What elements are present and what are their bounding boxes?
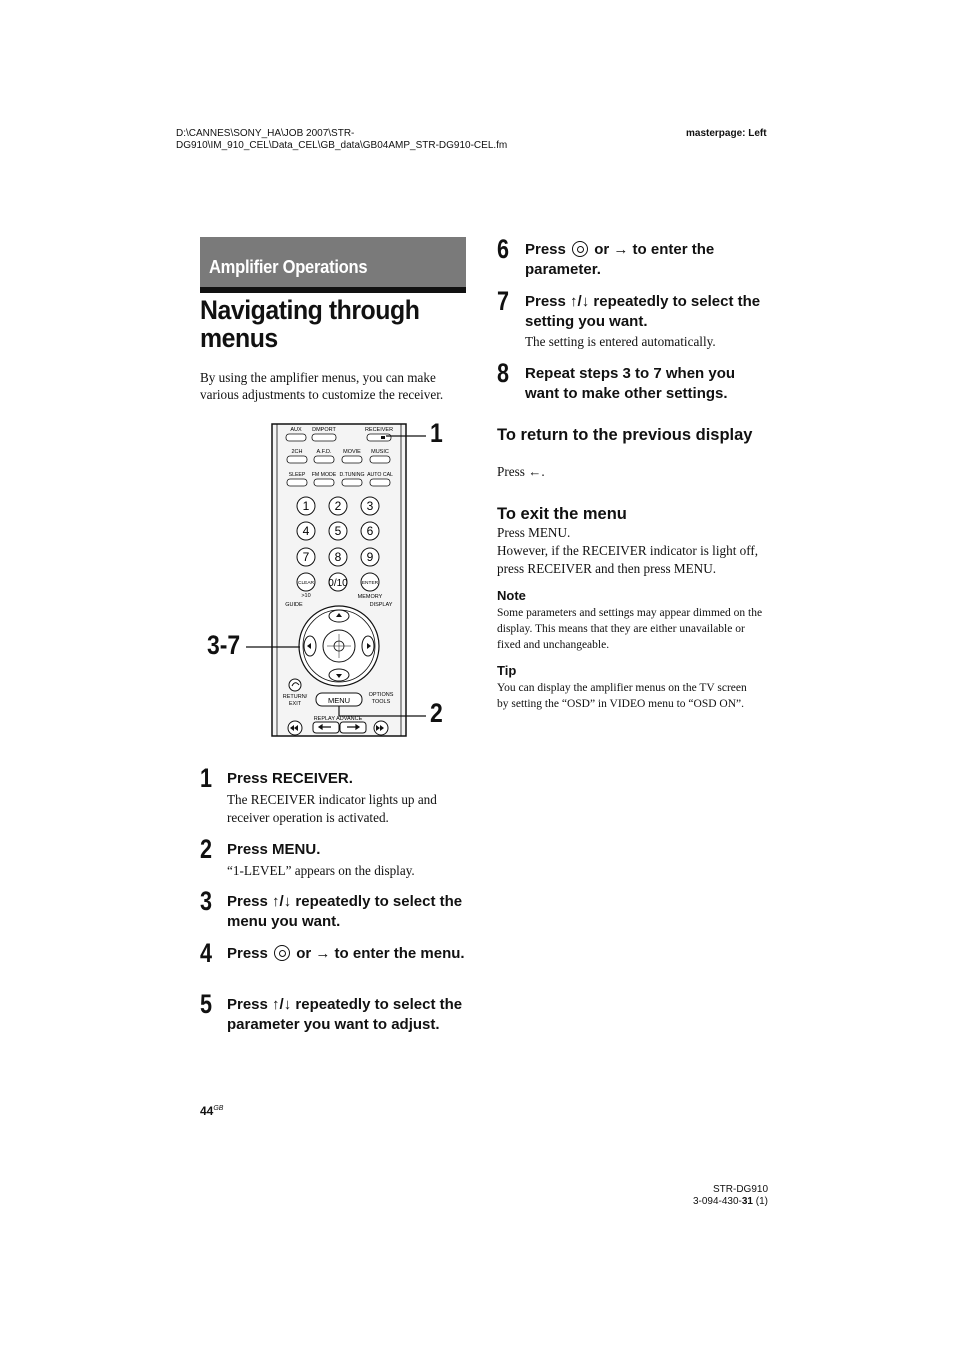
step-2-text: “1-LEVEL” appears on the display. (227, 863, 415, 878)
2ch-button[interactable] (287, 456, 307, 463)
clear-label: CLEAR (298, 581, 314, 586)
exit-heading: To exit the menu (497, 505, 627, 523)
step-3-title-b: repeatedly to select the menu you want. (227, 893, 463, 930)
return-text (497, 463, 767, 481)
btn-label-dmport: DMPORT (312, 427, 336, 433)
step-6-title (525, 240, 765, 279)
callout-3-7: 3-7 (207, 630, 241, 660)
step-7-number: 7 (497, 286, 510, 316)
exit-line1: Press MENU. (497, 525, 571, 540)
back-arrow-icon: ← (528, 464, 542, 479)
step-5-title-b: repeatedly to select the parameter you want to adjust. (227, 996, 463, 1033)
callout-1: 1 (430, 418, 443, 448)
replay-advance-label: REPLAY ADVANCE (313, 716, 363, 722)
btn-label-music: MUSIC (371, 449, 389, 455)
receiver-button[interactable] (367, 434, 391, 441)
step-8-number: 8 (497, 358, 510, 388)
part-code-a: 3-094-430- (692, 1196, 742, 1207)
afd-button[interactable] (314, 456, 334, 463)
auto-cal-button[interactable] (370, 479, 390, 486)
jog-select-icon (274, 945, 290, 961)
btn-label-fm-mode: FM MODE (311, 472, 337, 478)
sleep-button[interactable] (287, 479, 307, 486)
digit-8-label: 8 (334, 550, 342, 564)
step-6-title-mid: or (590, 241, 614, 258)
section-label: Amplifier Operations (209, 257, 368, 277)
gt10-label: >10 (301, 593, 311, 599)
return-exit-button[interactable] (289, 679, 301, 691)
options-label-1: OPTIONS (368, 692, 394, 698)
step-3-title-a: Press (227, 893, 273, 910)
d-tuning-button[interactable] (342, 479, 362, 486)
up-down-arrow-icon: ↑/↓ (570, 293, 590, 310)
digit-6-label: 6 (366, 524, 374, 538)
zero-ten-label: 0/10 (328, 578, 348, 589)
enter-label: ENTER (361, 581, 379, 586)
digit-5-label: 5 (334, 524, 342, 538)
part-code-c: (1) (753, 1196, 768, 1207)
page-title-line1: Navigating through (200, 295, 420, 325)
intro-paragraph: By using the amplifier menus, you can make various adjustments to customize the receiver. (200, 370, 444, 402)
return-text-a: Press (497, 464, 529, 479)
digit-9-label: 9 (366, 550, 374, 564)
btn-label-aux: AUX (290, 427, 302, 433)
file-path-line1: D:\CANNES\SONY_HA\JOB 2007\STR- (176, 128, 355, 139)
guide-label: GUIDE (285, 602, 303, 608)
receiver-indicator (381, 436, 385, 439)
btn-label-2ch: 2CH (291, 449, 303, 455)
step-7-title-a: Press (525, 293, 571, 310)
music-button[interactable] (370, 456, 390, 463)
aux-button[interactable] (286, 434, 306, 441)
btn-label-receiver: RECEIVER (364, 427, 394, 433)
btn-label-sleep: SLEEP (288, 472, 306, 478)
btn-label-d-tuning: D.TUNING (339, 472, 365, 478)
return-heading: To return to the previous display (497, 426, 753, 444)
step-1-title: Press RECEIVER. (227, 770, 353, 787)
btn-label-auto-cal: AUTO CAL (367, 472, 393, 478)
part-code (660, 1196, 768, 1208)
options-label-2: TOOLS (371, 699, 391, 705)
step-4-title-mid: or (292, 945, 316, 962)
exit-text: However, if the RECEIVER indicator is light off, press RECEIVER and then press MENU. (497, 543, 759, 576)
step-3-number: 3 (200, 886, 213, 916)
step-6-title-a: Press (525, 241, 571, 258)
part-code-b: 31 (741, 1196, 753, 1207)
page-title (200, 296, 448, 352)
step-1-number: 1 (200, 763, 213, 793)
step-4-number: 4 (200, 938, 213, 968)
fm-mode-button[interactable] (314, 479, 334, 486)
step-6-title-b: to enter the parameter. (525, 241, 715, 278)
page-number (200, 1104, 223, 1118)
digit-3-label: 3 (366, 499, 374, 513)
step-4-title-a: Press (227, 945, 273, 962)
digit-keypad (297, 497, 379, 566)
step-5-title (227, 995, 467, 1034)
tip-text: You can display the amplifier menus on the TV screen by setting the “OSD” in VIDEO menu to “OSD ON”. (497, 682, 747, 710)
step-4-title (227, 944, 467, 964)
memory-label: MEMORY (357, 594, 383, 600)
page-title-line2: menus (200, 323, 278, 353)
step-7-title-b: repeatedly to select the setting you want. (525, 293, 761, 330)
step-5-number: 5 (200, 989, 213, 1019)
dmport-button[interactable] (312, 434, 336, 441)
display-label: DISPLAY (369, 602, 393, 608)
remote-control-illustration (200, 418, 470, 738)
section-banner (200, 237, 466, 293)
file-path-line2: DG910\IM_910_CEL\Data_CEL\GB_data\GB04AMP_STR-DG910-CEL.fm (176, 140, 508, 151)
page-number-suffix: GB (213, 1105, 224, 1112)
menu-label: MENU (327, 696, 351, 705)
tip-heading: Tip (497, 663, 517, 678)
note-heading: Note (497, 588, 526, 603)
return-exit-label-2: EXIT (288, 701, 302, 707)
model-number: STR-DG910 (712, 1184, 768, 1195)
return-text-b: . (541, 464, 545, 479)
return-exit-label-1: RETURN/ (282, 694, 308, 700)
file-path (176, 128, 507, 152)
step-7-text: The setting is entered automatically. (525, 334, 716, 349)
page-number-value: 44 (200, 1104, 214, 1118)
step-7-title (525, 292, 765, 331)
note-text: Some parameters and settings may appear dimmed on the display. This means that they are either unavailable or fixed and unchangeable. (497, 607, 763, 651)
up-down-arrow-icon: ↑/↓ (272, 893, 292, 910)
btn-label-movie: MOVIE (343, 449, 361, 455)
step-2-title: Press MENU. (227, 841, 321, 858)
step-3-title (227, 892, 467, 931)
btn-label-afd: A.F.D. (316, 449, 332, 455)
step-6-number: 6 (497, 234, 510, 264)
right-arrow-icon: → (613, 241, 629, 258)
step-5-title-a: Press (227, 996, 273, 1013)
digit-7-label: 7 (302, 550, 310, 564)
right-arrow-icon: → (315, 945, 331, 962)
step-1-text: The RECEIVER indicator lights up and receiver operation is activated. (227, 792, 437, 825)
digit-2-label: 2 (334, 499, 342, 513)
digit-4-label: 4 (302, 524, 310, 538)
movie-button[interactable] (342, 456, 362, 463)
callout-2: 2 (430, 698, 443, 728)
up-down-arrow-icon: ↑/↓ (272, 996, 292, 1013)
step-4-title-b: to enter the menu. (330, 945, 465, 962)
digit-1-label: 1 (302, 499, 310, 513)
step-2-number: 2 (200, 834, 213, 864)
masterpage-label: masterpage: Left (686, 128, 767, 139)
step-8-title: Repeat steps 3 to 7 when you want to make other settings. (525, 365, 736, 402)
jog-select-icon (572, 241, 588, 257)
